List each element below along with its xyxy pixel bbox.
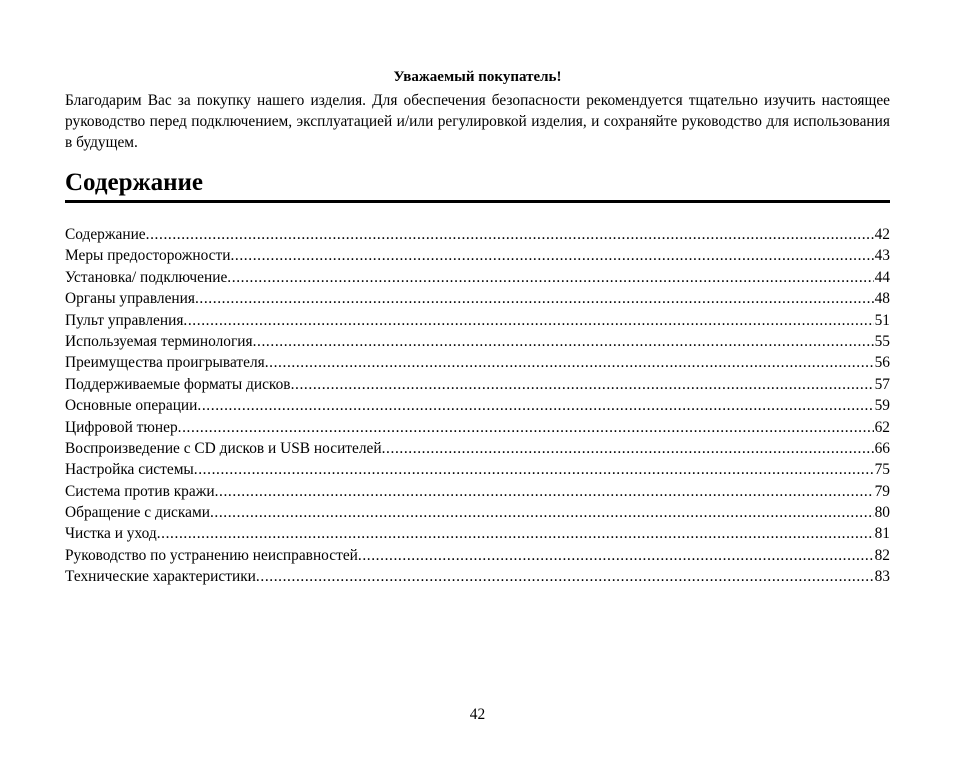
page-number: 42 [469, 706, 486, 723]
toc-entry-page: 82 [874, 546, 890, 564]
toc-leader-dots [230, 245, 873, 266]
toc-entry-title: Руководство по устранению неисправностей [65, 546, 358, 564]
toc-entry-title: Технические характеристики [65, 568, 256, 586]
toc-entry-title: Установка/ подключение [65, 268, 228, 286]
toc-entry-title: Воспроизведение с CD дисков и USB носителей [65, 439, 382, 457]
toc-entry[interactable] [65, 267, 890, 288]
toc-entry-page: 81 [874, 525, 890, 543]
toc-entry[interactable] [65, 310, 890, 331]
greeting-title: Уважаемый покупатель! [393, 69, 562, 85]
toc-entry[interactable] [65, 545, 890, 566]
toc-entry-page: 42 [874, 226, 890, 243]
toc-entry[interactable] [65, 459, 890, 480]
toc-entry-page: 62 [874, 418, 890, 436]
toc-leader-dots [157, 523, 874, 544]
toc-entry[interactable] [65, 566, 890, 587]
toc-entry-page: 80 [874, 504, 890, 522]
toc-entry-title: Основные операции [65, 397, 198, 415]
toc-entry-title: Чистка и уход [65, 525, 157, 543]
toc-leader-dots [215, 481, 874, 502]
toc-entry-page: 75 [874, 461, 890, 479]
toc-entry-title: Поддерживаемые форматы дисков [65, 375, 291, 393]
toc-entry-page: 48 [874, 290, 890, 308]
toc-leader-dots [256, 566, 874, 587]
toc-entry-title: Обращение с дисками [65, 504, 210, 522]
toc-entry[interactable] [65, 502, 890, 523]
toc-leader-dots [194, 459, 874, 480]
toc-entry-page: 43 [874, 247, 890, 265]
toc-leader-dots [291, 374, 874, 395]
toc-entry[interactable] [65, 438, 890, 459]
toc-entry[interactable] [65, 374, 890, 395]
toc-entry[interactable] [65, 331, 890, 352]
contents-heading: Содержание [65, 166, 890, 203]
toc-entry-title: Преимущества проигрывателя [65, 354, 265, 372]
toc-entry-title: Настройка системы [65, 461, 194, 479]
toc-entry[interactable] [65, 395, 890, 416]
toc-leader-dots [183, 310, 873, 331]
toc-entry[interactable] [65, 224, 890, 245]
toc-leader-dots [178, 417, 874, 438]
toc-entry-title: Используемая терминология [65, 332, 253, 350]
toc-leader-dots [358, 545, 874, 566]
toc-entry-page: 51 [874, 311, 890, 329]
toc-leader-dots [210, 502, 874, 523]
toc-entry-page: 56 [874, 354, 890, 372]
toc-entry[interactable] [65, 417, 890, 438]
toc-leader-dots [265, 352, 874, 373]
toc-leader-dots [253, 331, 874, 352]
table-of-contents [65, 224, 890, 588]
toc-entry[interactable] [65, 481, 890, 502]
toc-entry-page: 55 [874, 332, 890, 350]
toc-entry-title: Пульт управления [65, 311, 184, 329]
toc-entry-page: 59 [874, 397, 890, 415]
toc-entry-page: 44 [874, 268, 890, 286]
toc-leader-dots [382, 438, 874, 459]
intro-paragraph: Благодарим Вас за покупку нашего изделия. Для обеспечения безопасности рекомендуется тщательно изучить настоящее руководство перед подключением, эксплуатацией и/или регулировкой изделия, и сохраняйте руководство для использования в будущем. [65, 92, 890, 151]
toc-entry-title: Меры предосторожности [65, 247, 231, 265]
toc-leader-dots [195, 288, 874, 309]
toc-entry-title: Цифровой тюнер [65, 418, 178, 436]
toc-entry-page: 79 [874, 482, 890, 500]
toc-leader-dots [146, 224, 874, 245]
document-page [65, 0, 890, 781]
toc-entry-title: Органы управления [65, 290, 195, 308]
toc-entry[interactable] [65, 288, 890, 309]
toc-entry[interactable] [65, 245, 890, 266]
toc-entry-title: Содержание [65, 226, 146, 243]
toc-entry-page: 66 [874, 439, 890, 457]
toc-entry-page: 83 [874, 568, 890, 586]
toc-entry[interactable] [65, 352, 890, 373]
toc-entry-page: 57 [874, 375, 890, 393]
toc-entry[interactable] [65, 523, 890, 544]
toc-leader-dots [227, 267, 873, 288]
toc-entry-title: Система против кражи [65, 482, 215, 500]
toc-leader-dots [197, 395, 873, 416]
